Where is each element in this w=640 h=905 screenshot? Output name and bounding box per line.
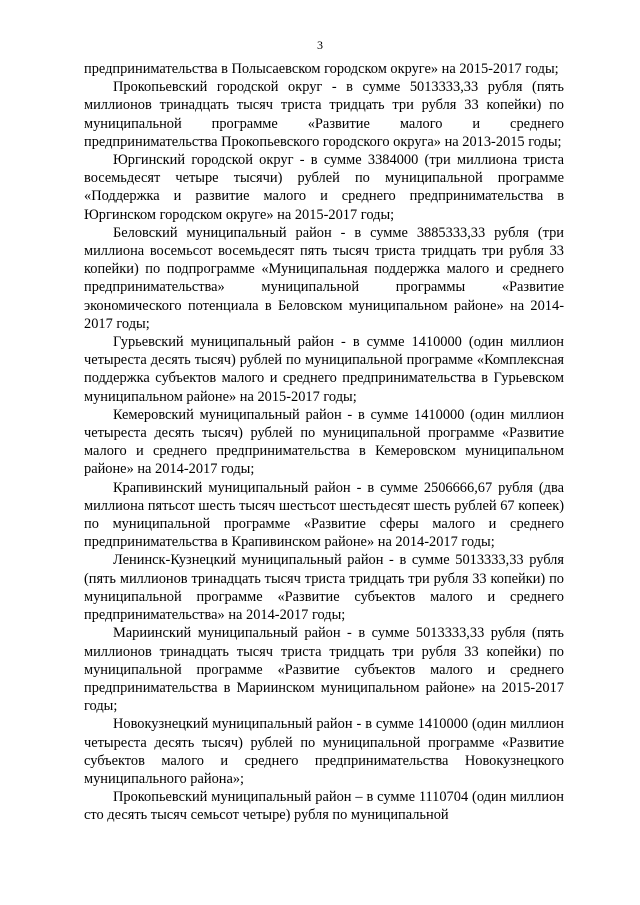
paragraph: Юргинский городской округ - в сумме 3384000 (три миллиона триста восемьдесят четыре тысячи) рублей по муниципальной программе «Поддержка и развитие малого и среднего предпринимательства в Юргинском городском округе» на 2015-2017 годы; [84, 152, 564, 223]
paragraph: Кемеровский муниципальный район - в сумме 1410000 (один миллион четыреста десять тысяч) рублей по муниципальной программе «Развитие малого и среднего предпринимательства в Кемеровском муниципальном районе» на 2014-2017 годы; [84, 406, 564, 478]
paragraph: предпринимательства в Полысаевском городском округе» на 2015-2017 годы; [84, 61, 559, 77]
paragraph: Беловский муниципальный район - в сумме 3885333,33 рубля (три миллиона восемьсот восемьдесят пять тысяч триста тридцать три рубля 33 копейки) по подпрограмме «Муниципальная поддержка малого и среднего предпринимательства» муниципальной программы «Развитие экономического потенциала в Беловском муниципальном районе» на 2014-2017 годы; [84, 224, 564, 332]
document-body [84, 60, 564, 825]
paragraph: Крапивинский муниципальный район - в сумме 2506666,67 рубля (два миллиона пятьсот шесть тысяч шестьсот шестьдесят шесть рублей 67 копеек) по муниципальной программе «Развитие сферы малого и среднего предпринимательства в Крапивинском районе» на 2014-2017 годы; [84, 479, 564, 551]
paragraph: Прокопьевский муниципальный район – в сумме 1110704 (один миллион сто десять тысяч семьсот четыре) рубля по муниципальной [84, 789, 564, 824]
page-number: 3 [317, 38, 323, 52]
paragraph: Новокузнецкий муниципальный район - в сумме 1410000 (один миллион четыреста десять тысяч) рублей по муниципальной программе «Развитие субъектов малого и среднего предпринимательства Новокузнецкого муниципального района»; [84, 716, 564, 787]
paragraph: Прокопьевский городской округ - в сумме 5013333,33 рубля (пять миллионов тринадцать тысяч триста тридцать три рубля 33 копейки) по муниципальной программе «Развитие малого и среднего предпринимательства Прокопьевского городского округа» на 2013-2015 годы; [84, 79, 564, 150]
paragraph: Ленинск-Кузнецкий муниципальный район - в сумме 5013333,33 рубля (пять миллионов тринадцать тысяч триста тридцать три рубля 33 копейки) по муниципальной программе «Развитие субъектов малого и среднего предпринимательства» на 2014-2017 годы; [84, 552, 564, 624]
paragraph: Мариинский муниципальный район - в сумме 5013333,33 рубля (пять миллионов тринадцать тысяч триста тридцать три рубля 33 копейки) по муниципальной программе «Развитие субъектов малого и среднего предпринимательства в Мариинском муниципальном районе» на 2015-2017 годы; [84, 625, 564, 715]
paragraph: Гурьевский муниципальный район - в сумме 1410000 (один миллион четыреста десять тысяч) рублей по муниципальной программе «Комплексная поддержка субъектов малого и среднего предпринимательства в Гурьевском муниципальном районе» на 2015-2017 годы; [84, 334, 564, 405]
